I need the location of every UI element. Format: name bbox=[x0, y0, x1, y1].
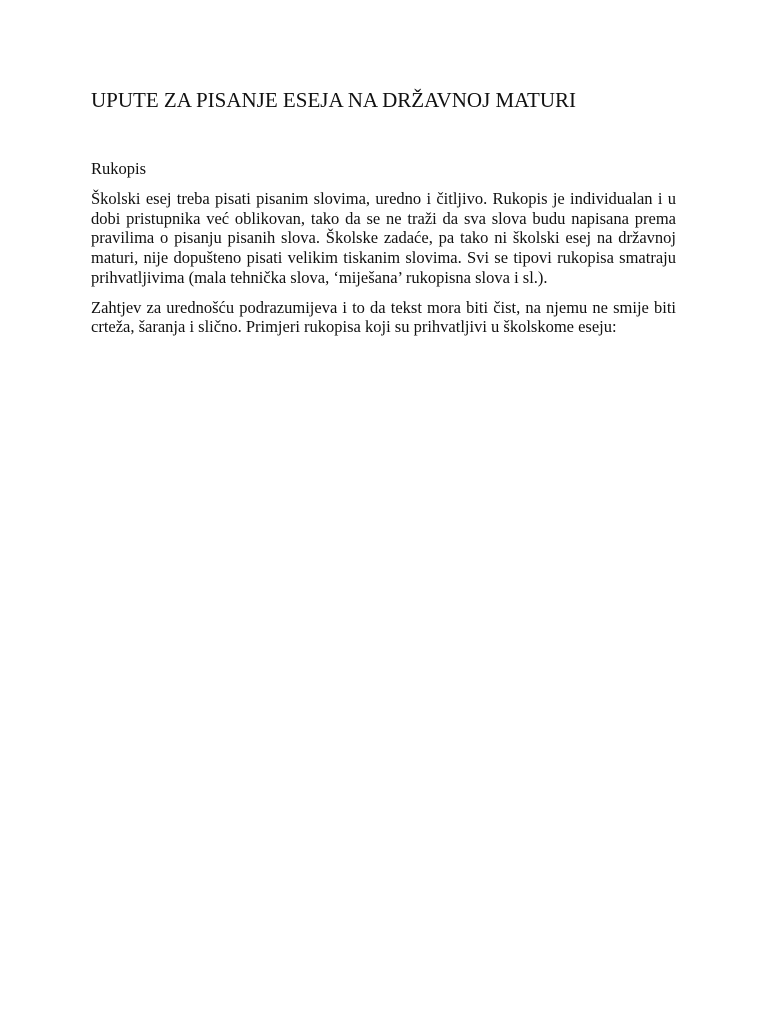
paragraph-handwriting-rules: Školski esej treba pisati pisanim slovima, uredno i čitljivo. Rukopis je individualan i u dobi pristupnika već oblikovan, tako da se ne traži da sva slova budu napisana prema pravilima o pisanju pisanih slova. Školske zadaće, pa tako ni školski esej na državnoj maturi, nije dopušteno pisati velikim tiskanim slovima. Svi se tipovi rukopisa smatraju prihvatljivima (mala tehnička slova, ‘miješana’ rukopisna slova i sl.). bbox=[91, 189, 676, 287]
document-body bbox=[91, 86, 676, 337]
section-heading: Rukopis bbox=[91, 159, 147, 178]
paragraph-neatness-requirements: Zahtjev za urednošću podrazumijeva i to da tekst mora biti čist, na njemu ne smije biti crteža, šaranja i slično. Primjeri rukopisa koji su prihvatljivi u školskome eseju: bbox=[91, 297, 676, 337]
document-title: UPUTE ZA PISANJE ESEJA NA DRŽAVNOJ MATURI bbox=[91, 88, 576, 112]
